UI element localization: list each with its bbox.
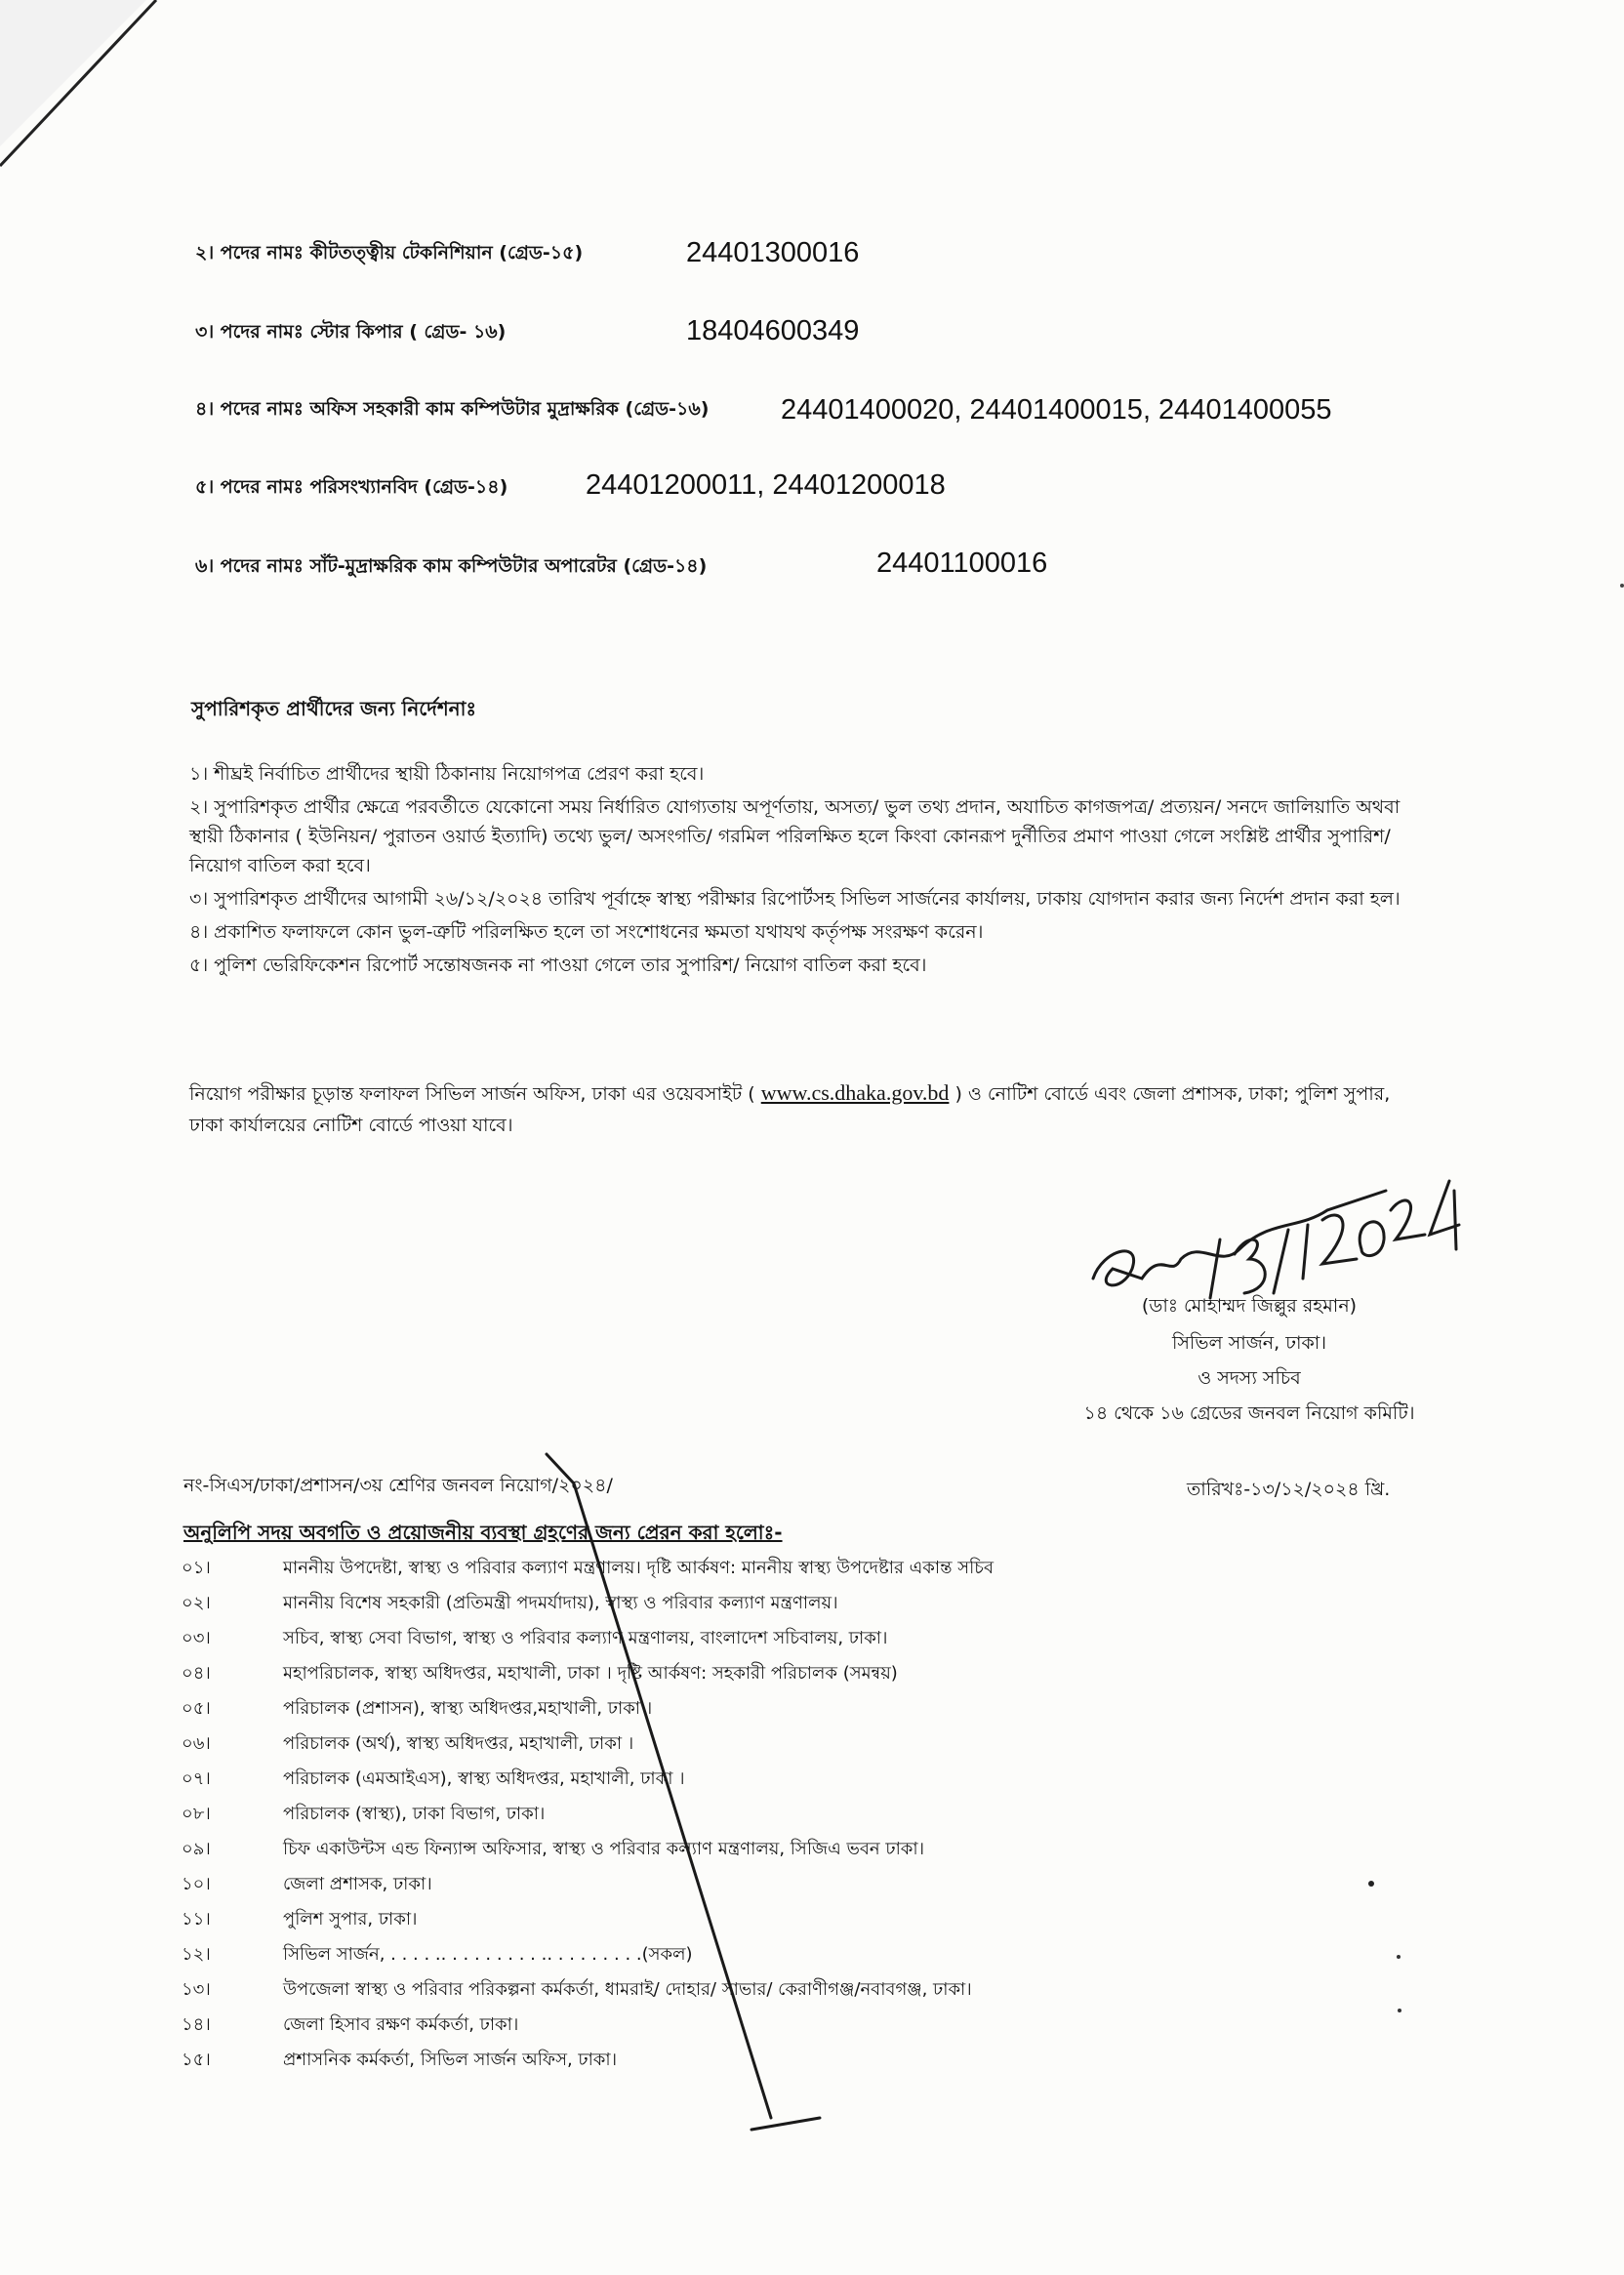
copy-item-number: ০৪।	[182, 1663, 211, 1684]
post-6-label: ৬। পদের নামঃ সাঁট-মুদ্রাক্ষরিক কাম কম্পিউটার অপারেটর (গ্রেড-১৪)	[195, 555, 708, 577]
post-2-roll-numbers: 24401300016	[686, 237, 860, 268]
post-3-roll-numbers: 18404600349	[686, 315, 860, 346]
signatory-name: (ডাঃ মোহাম্মদ জিল্লুর রহমান)	[1141, 1295, 1358, 1317]
post-6-roll-numbers: 24401100016	[876, 548, 1048, 579]
signatory-designation: সিভিল সার্জন, ঢাকা।	[1171, 1332, 1327, 1354]
post-4-label: ৪। পদের নামঃ অফিস সহকারী কাম কম্পিউটার মুদ্রাক্ষরিক (গ্রেড-১৬)	[195, 398, 710, 420]
instructions-title: সুপারিশকৃত প্রার্থীদের জন্য নির্দেশনাঃ	[191, 697, 477, 720]
instruction-1: ১। শীঘ্রই নির্বাচিত প্রার্থীদের স্থায়ী ঠিকানায় নিয়োগপত্র প্রেরণ করা হবে।	[189, 763, 705, 785]
instruction-5: ৫। পুলিশ ভেরিফিকেশন রিপোর্ট সন্তোষজনক না পাওয়া গেলে তার সুপারিশ/ নিয়োগ বাতিল করা হবে।	[189, 955, 927, 976]
notice-text-after: ) ও নোটিশ বোর্ডে এবং জেলা প্রশাসক, ঢাকা; পুলিশ সুপার, ঢাকা কার্যালয়ের নোটিশ বোর্ডে পাওয়া যাবে।	[189, 1083, 1391, 1136]
copy-item-number: ০৫।	[182, 1698, 211, 1719]
copy-item-text: মাননীয় বিশেষ সহকারী (প্রতিমন্ত্রী পদমর্যাদায়), স্বাস্থ্য ও পরিবার কল্যাণ মন্ত্রণালয়।	[283, 1593, 838, 1613]
copy-to-title: অনুলিপি সদয় অবগতি ও প্রয়োজনীয় ব্যবস্থা গ্রহণের জন্য প্রেরন করা হলোঃ-	[183, 1521, 783, 1544]
copy-item-number: ০৭।	[182, 1768, 211, 1789]
copy-item-number: ১৫।	[182, 2050, 211, 2070]
copy-item-text: পরিচালক (এমআইএস), স্বাস্থ্য অধিদপ্তর, মহাখালী, ঢাকা ।	[283, 1768, 685, 1789]
copy-item-text: পুলিশ সুপার, ঢাকা।	[283, 1909, 418, 1930]
copy-item-number: ১০।	[182, 1874, 211, 1894]
instruction-2: ২। সুপারিশকৃত প্রার্থীর ক্ষেত্রে পরবর্তীতে যেকোনো সময় নির্ধারিত যোগ্যতায় অপূর্ণতায়, অসত্য/ ভুল তথ্য প্রদান, অযাচিত কাগজপত্র/ প্রত্যয়ন/ সনদে জালিয়াতি অথবা স্থায়ী ঠিকানার ( ইউনিয়ন/ পুরাতন ওয়ার্ড ইত্যাদি) তথ্যে ভুল/ অসংগতি/ গরমিল পরিলক্ষিত হলে কিংবা কোনরূপ দুর্নীতির প্রমাণ পাওয়া গেলে সংশ্লিষ্ট প্রার্থীর সুপারিশ/ নিয়োগ বাতিল করা হবে।	[189, 796, 1401, 876]
post-4-roll-numbers: 24401400020, 24401400015, 24401400055	[781, 394, 1332, 426]
copy-item-text: পরিচালক (অর্থ), স্বাস্থ্য অধিদপ্তর, মহাখালী, ঢাকা ।	[283, 1733, 634, 1754]
post-5-label: ৫। পদের নামঃ পরিসংখ্যানবিদ (গ্রেড-১৪)	[195, 476, 508, 498]
copy-item-number: ০৩।	[182, 1628, 211, 1648]
copy-item-text: পরিচালক (স্বাস্থ্য), ঢাকা বিভাগ, ঢাকা।	[283, 1804, 546, 1824]
post-2-label: ২। পদের নামঃ কীটতত্ত্বীয় টেকনিশিয়ান (গ্রেড-১৫)	[195, 242, 584, 264]
copy-item-number: ১৪।	[182, 2014, 211, 2035]
copy-item-text: সিভিল সার্জন, . . . . .. . . . . . . . . .. . . . . . . . .(সকল)	[283, 1944, 693, 1965]
copy-item-text: সচিব, স্বাস্থ্য সেবা বিভাগ, স্বাস্থ্য ও পরিবার কল্যাণ মন্ত্রণালয়, বাংলাদেশ সচিবালয়, ঢাকা।	[283, 1628, 888, 1648]
copy-item-text: মাননীয় উপদেষ্টা, স্বাস্থ্য ও পরিবার কল্যাণ মন্ত্রণালয়। দৃষ্টি আর্কষণ: মাননীয় স্বাস্থ্য উপদেষ্টার একান্ত সচিব	[283, 1558, 994, 1578]
copy-item-text: মহাপরিচালক, স্বাস্থ্য অধিদপ্তর, মহাখালী, ঢাকা । দৃষ্টি আর্কষণ: সহকারী পরিচালক (সমন্বয়)	[283, 1663, 898, 1684]
instruction-3: ৩। সুপারিশকৃত প্রার্থীদের আগামী ২৬/১২/২০২৪ তারিখ পূর্বাহ্নে স্বাস্থ্য পরীক্ষার রিপোর্টসহ সিভিল সার্জনের কার্যালয়, ঢাকায় যোগদান করার জন্য নির্দেশ প্রদান করা হল।	[189, 888, 1401, 910]
memo-date: তারিখঃ-১৩/১২/২০২৪ খ্রি.	[1187, 1479, 1391, 1500]
copy-item-number: ০৯।	[182, 1839, 211, 1859]
copy-item-number: ০১।	[182, 1558, 211, 1578]
copy-item-text: প্রশাসনিক কর্মকর্তা, সিভিল সার্জন অফিস, ঢাকা।	[283, 2050, 618, 2070]
copy-item-number: ০২।	[182, 1593, 211, 1613]
committee-name: ১৪ থেকে ১৬ গ্রেডের জনবল নিয়োগ কমিটি।	[1083, 1402, 1415, 1424]
copy-item-text: উপজেলা স্বাস্থ্য ও পরিবার পরিকল্পনা কর্মকর্তা, ধামরাই/ দোহার/ সাভার/ কেরাণীগঞ্জ/নবাবগঞ্জ, ঢাকা।	[283, 1979, 972, 2000]
copy-item-number: ০৬।	[182, 1733, 211, 1754]
memo-number: নং-সিএস/ঢাকা/প্রশাসন/৩য় শ্রেণির জনবল নিয়োগ/২০২৪/	[183, 1475, 613, 1496]
copy-item-number: ১২।	[182, 1944, 211, 1965]
post-3-label: ৩। পদের নামঃ স্টোর কিপার ( গ্রেড- ১৬)	[195, 321, 507, 343]
copy-item-number: ১৩।	[182, 1979, 211, 2000]
copy-item-text: পরিচালক (প্রশাসন), স্বাস্থ্য অধিদপ্তর,মহাখালী, ঢাকা ।	[283, 1698, 653, 1719]
instruction-4: ৪। প্রকাশিত ফলাফলে কোন ভুল-ত্রুটি পরিলক্ষিত হলে তা সংশোধনের ক্ষমতা যথাযথ কর্তৃপক্ষ সংরক্ষণ করেন।	[189, 921, 984, 943]
copy-item-text: চিফ একাউন্টস এন্ড ফিন্যান্স অফিসার, স্বাস্থ্য ও পরিবার কল্যাণ মন্ত্রণালয়, সিজিএ ভবন ঢাকা।	[283, 1839, 925, 1859]
notice-text-before: নিয়োগ পরীক্ষার চূড়ান্ত ফলাফল সিভিল সার্জন অফিস, ঢাকা এর ওয়েবসাইট (	[189, 1083, 761, 1105]
copy-item-text: জেলা হিসাব রক্ষণ কর্মকর্তা, ঢাকা।	[283, 2014, 519, 2035]
post-5-roll-numbers: 24401200011, 24401200018	[586, 469, 946, 501]
copy-item-number: ১১।	[182, 1909, 211, 1930]
signatory-role: ও সদস্য সচিব	[1198, 1367, 1301, 1389]
copy-item-number: ০৮।	[182, 1804, 211, 1824]
website-link[interactable]: www.cs.dhaka.gov.bd	[760, 1080, 950, 1105]
copy-item-text: জেলা প্রশাসক, ঢাকা।	[283, 1874, 432, 1894]
